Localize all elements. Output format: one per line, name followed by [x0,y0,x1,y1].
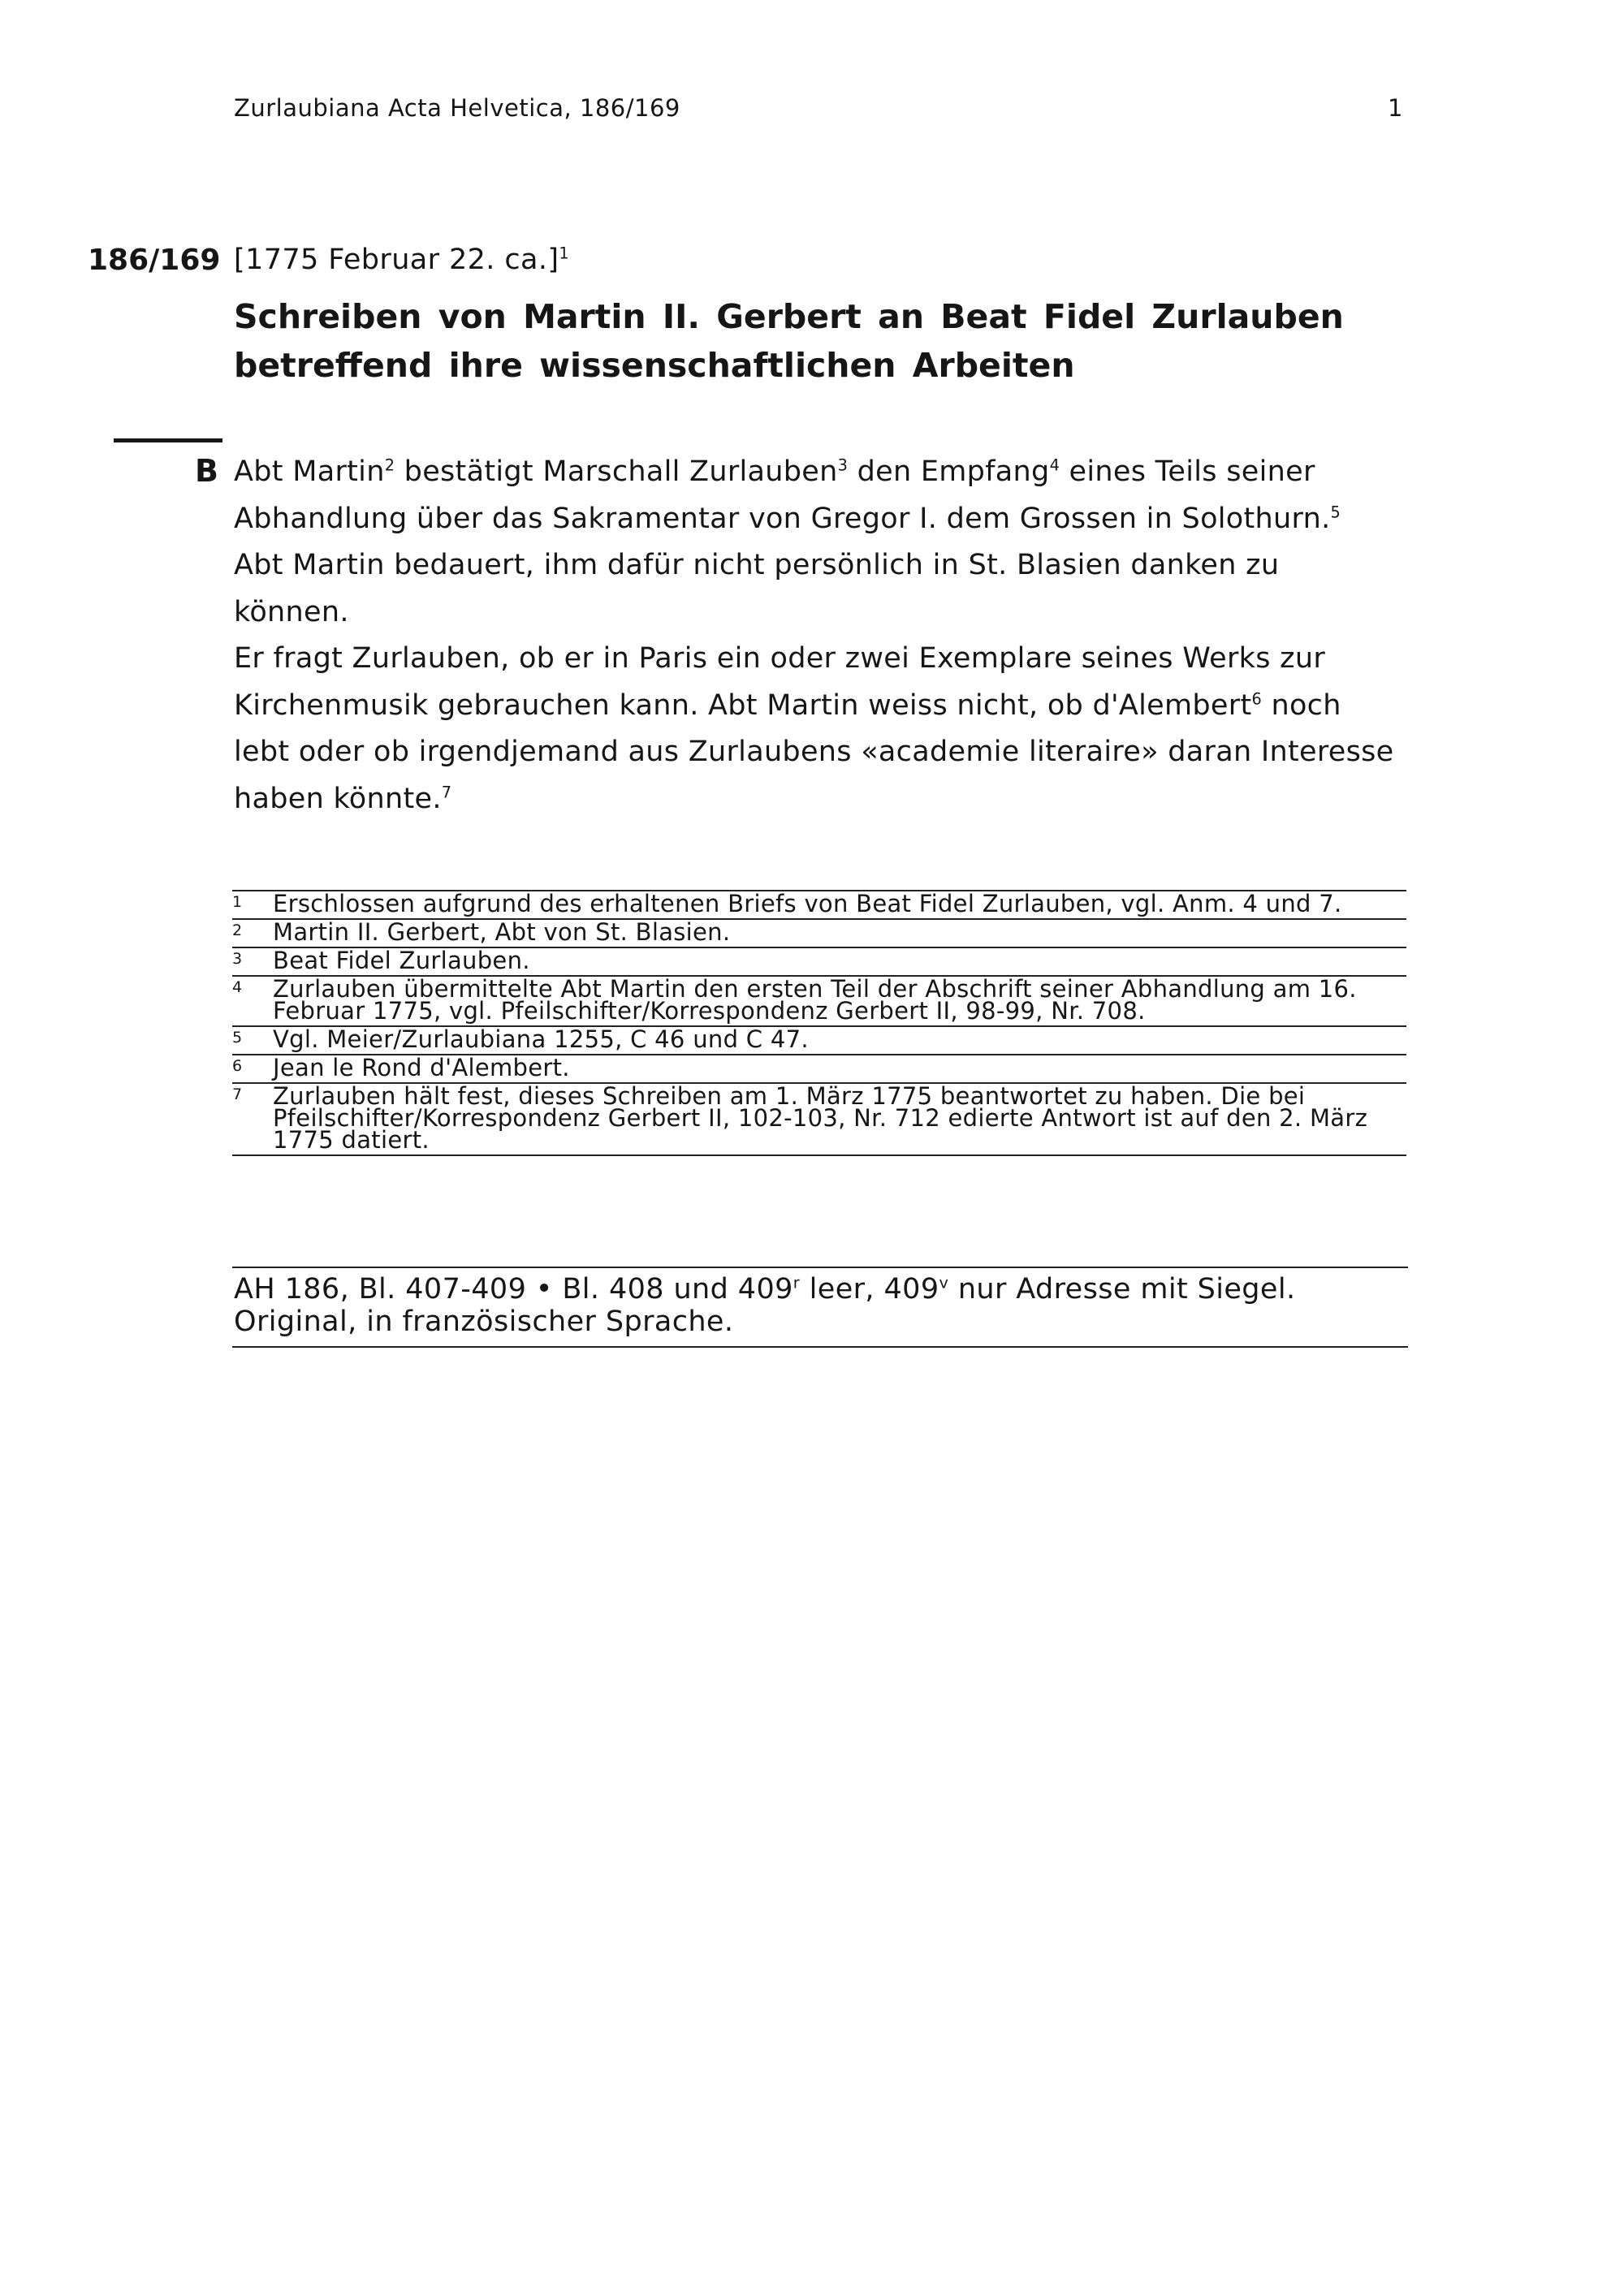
footnote-number: 7 [232,1085,243,1103]
footnote [232,891,1406,920]
footnote-number: 1 [232,893,243,911]
summary-paragraph [234,449,1403,542]
archive-reference [232,1267,1408,1348]
section-marker-rule [114,438,222,442]
page-number: 1 [1388,94,1403,122]
document-title: Schreiben von Martin II. Gerbert an Beat Fidel Zurlauben betreffend ihre wissenschaftlichen Arbeiten [234,297,1344,385]
archive-text: AH 186, Bl. 407-409 • Bl. 408 und 409 [234,1273,793,1306]
footnote-text: Erschlossen aufgrund des erhaltenen Briefs von Beat Fidel Zurlauben, vgl. Anm. 4 und 7. [273,890,1342,917]
footnote [232,948,1406,977]
running-head-title: Zurlaubiana Acta Helvetica, 186/169 [234,94,680,122]
footnote-ref: 3 [837,455,849,475]
footnote-number: 5 [232,1029,243,1047]
summary-text: Er fragt Zurlauben, ob er in Paris ein oder zwei Exemplare seines Werks zur Kirchenmusik gebrauchen kann. Abt Martin weiss nicht, ob d'Alembert [234,642,1326,722]
section-letter: B [195,453,218,489]
date-text: [1775 Februar 22. ca.] [234,244,559,276]
archive-line [234,1273,1408,1306]
footnote-number: 4 [232,978,243,996]
archive-line: Original, in französischer Sprache. [234,1306,734,1338]
footnote [232,1027,1406,1055]
footnote-text: Beat Fidel Zurlauben. [273,947,530,974]
footnote-number: 6 [232,1057,243,1075]
footnotes [232,890,1406,1156]
summary [234,449,1403,822]
footnote-ref: 7 [441,782,452,801]
footnote-ref: 4 [1049,455,1060,475]
summary-paragraph: Abt Martin bedauert, ihm dafür nicht persönlich in St. Blasien danken zu können. [234,549,1280,628]
running-head [234,94,1403,127]
archive-text: leer, 409 [800,1273,939,1306]
document-date [234,244,569,276]
summary-paragraph [234,636,1403,822]
footnote-text: Jean le Rond d'Alembert. [273,1054,570,1081]
verso-mark: v [939,1273,949,1293]
summary-text: eines Teils seiner Abhandlung über das Sakramentar von Gregor I. dem Grossen in Solothurn. [234,455,1331,535]
recto-mark: r [793,1273,801,1293]
footnote-text: Zurlauben hält fest, dieses Schreiben am 1. März 1775 beantwortet zu haben. Die bei Pfeilschifter/Korrespondenz Gerbert II, 102-103, Nr. 712 edierte Antwort ist auf den 2. März 1775 datiert. [273,1082,1368,1154]
summary-text: Abt Martin [234,455,385,488]
footnote-ref: 5 [1330,502,1341,521]
summary-text: noch lebt oder ob irgendjemand aus Zurlaubens «academie literaire» daran Interesse haben könnte. [234,688,1394,815]
footnote-text: Martin II. Gerbert, Abt von St. Blasien. [273,918,731,946]
archive-text: nur Adresse mit Siegel. [948,1273,1296,1306]
footnote [232,977,1406,1027]
footnote [232,1055,1406,1084]
footnote-ref: 2 [384,455,395,475]
summary-text: den Empfang [848,455,1050,488]
document-number: 186/169 [88,244,221,277]
summary-text: bestätigt Marschall Zurlauben [395,455,838,488]
footnote-text: Vgl. Meier/Zurlaubiana 1255, C 46 und C 47. [273,1025,809,1053]
footnote [232,920,1406,948]
footnote-number: 2 [232,921,243,939]
footnote-number: 3 [232,950,243,968]
footnote-ref: 1 [559,244,570,263]
footnote-ref: 6 [1251,688,1263,708]
footnote [232,1084,1406,1156]
footnote-text: Zurlauben übermittelte Abt Martin den ersten Teil der Abschrift seiner Abhandlung am 16. Februar 1775, vgl. Pfeilschifter/Korrespondenz Gerbert II, 98-99, Nr. 708. [273,975,1357,1025]
